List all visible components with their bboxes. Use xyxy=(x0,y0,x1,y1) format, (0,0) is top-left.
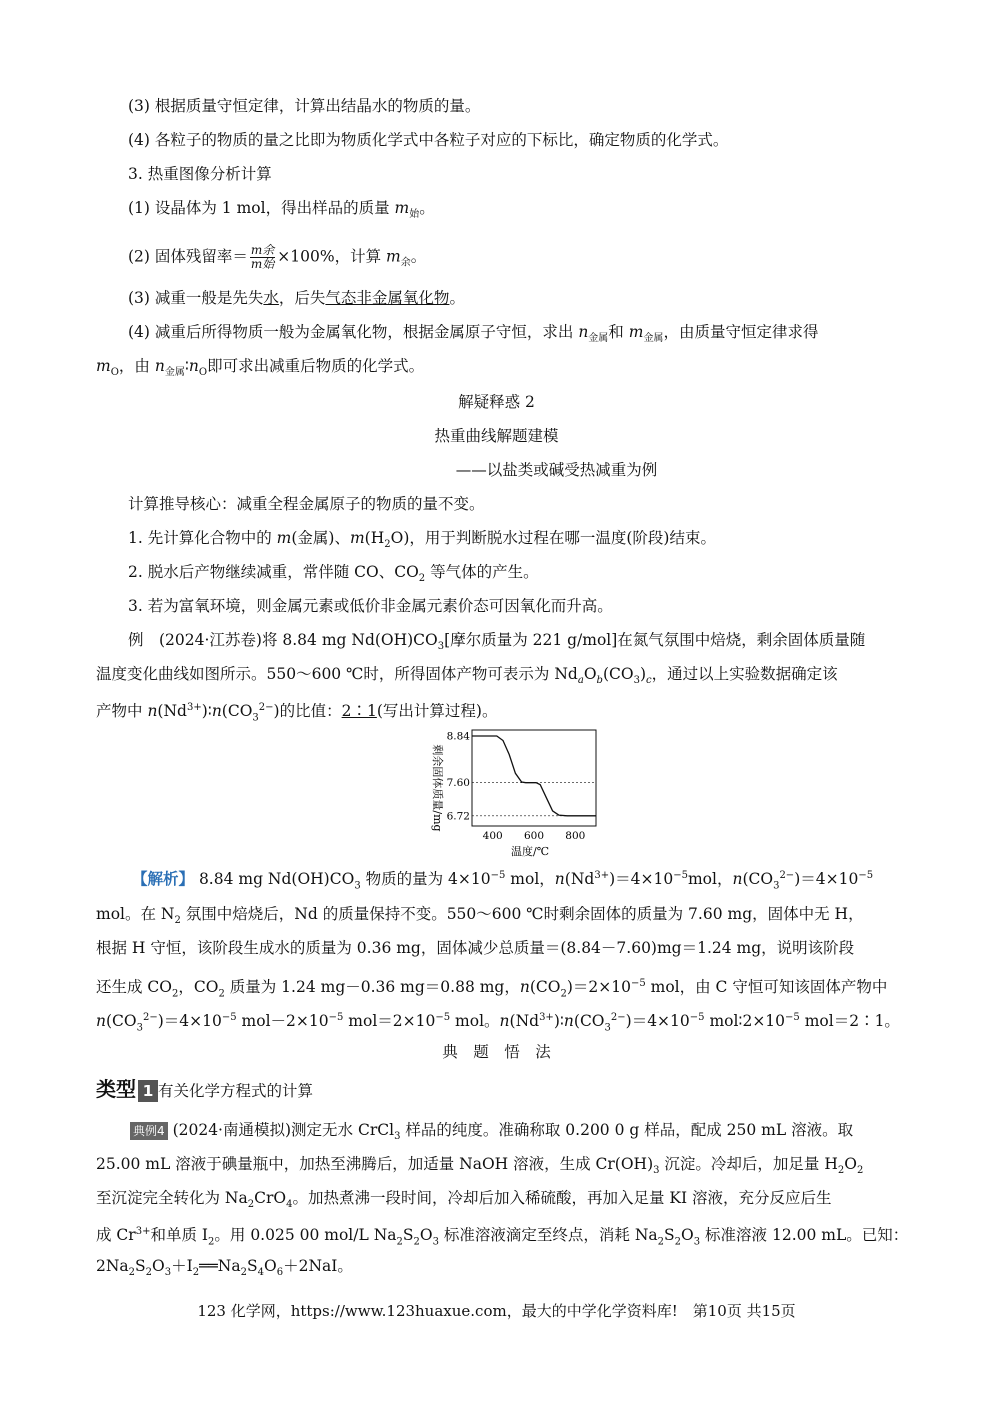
text-line: (1) 设晶体为 1 mol，得出样品的质量 $m_始$。 xyxy=(128,199,435,221)
text-line: 【解析】 8.84 mg $Nd(OH)CO_3$ 物质的量为 $4\times 10^{-5}$ mol，$n(Nd^{3+})=4\times 10^{-5}mol$，$n(CO_3^{2-})=4\times 10^{-5}$ xyxy=(132,870,874,892)
text-line: 25.00 mL 溶液于碘量瓶中，加热至沸腾后，加适量 NaOH 溶液，生成 $Cr(OH)_3$ 沉淀。冷却后，加足量 $H_2O_2$ xyxy=(96,1155,864,1177)
text-line: 计算推导核心：减重全程金属原子的物质的量不变。 xyxy=(128,495,485,513)
text-line: 典例4 (2024·南通模拟)测定无水 CrCl$_3$ 样品的纯度。准确称取 0.200 0 g 样品，配成 250 mL 溶液。取 xyxy=(130,1120,940,1147)
text-line: mol。在 $N_2$ 氛围中焙烧后，Nd 的质量保持不变。550～600 ℃时剩余固体的质量为 7.60 mg，固体中无 H， xyxy=(96,905,864,927)
text-line: (2) 固体残留率＝ $\frac{\text{m余}}{\text{m始}}$ ×100%，计算 $m_余$。 xyxy=(128,243,427,271)
x-tick-label: 600 xyxy=(523,830,545,842)
text-line: 1. 先计算化合物中的 m(金属)、$m(H_2O)$，用于判断脱水过程在哪一温度(阶段)结束。 xyxy=(128,529,716,551)
text-line: $m_O$，由 $n_{金属}∶n_O$即可求出减重后物质的化学式。 xyxy=(96,357,425,379)
text-line: 例 (2024·江苏卷)将 8.84 mg $Nd(OH)CO_3$[摩尔质量为 221 g/mol]在氮气氛围中焙烧，剩余固体质量随 xyxy=(128,631,866,653)
analysis-tag: 【解析】 xyxy=(132,870,195,889)
x-axis-label: 温度/℃ xyxy=(510,845,550,858)
text-line: (3) 根据质量守恒定律，计算出结晶水的物质的量。 xyxy=(128,97,481,115)
text-line: 3. 热重图像分析计算 xyxy=(128,165,272,183)
plot-frame xyxy=(472,730,596,826)
text-line: (3) 减重一般是先失水，后失气态非金属氧化物。 xyxy=(128,289,465,307)
y-tick-label: 6.72 xyxy=(446,810,470,823)
text-line: $2Na_2S_2O_3+I_2══Na_2S_4O_6+2NaI$。 xyxy=(96,1257,353,1279)
thermogravimetric-chart xyxy=(420,728,610,860)
y-axis-label: 剩余固体质量/mg xyxy=(431,744,444,832)
text-line: (4) 减重后所得物质一般为金属氧化物，根据金属原子守恒，求出 $n_{金属}$和 $m_{金属}$，由质量守恒定律求得 xyxy=(128,323,819,345)
mass-curve xyxy=(472,736,596,816)
section-heading: 典 题 悟 法 xyxy=(442,1043,551,1061)
section-title: 热重曲线解题建模 xyxy=(434,427,559,445)
text-line: 根据 H 守恒，该阶段生成水的质量为 0.36 mg，固体减少总质量＝(8.84－7.60)mg＝1.24 mg，说明该阶段 xyxy=(96,939,855,957)
section-heading: 解疑释惑 2 xyxy=(458,393,535,411)
section-subtitle: ——以盐类或碱受热减重为例 xyxy=(455,461,658,479)
x-tick-label: 400 xyxy=(482,830,503,842)
text-line: 至沉淀完全转化为 $Na_2CrO_4$。加热煮沸一段时间，冷却后加入稀硫酸，再加入足量 KI 溶液，充分反应后生 xyxy=(96,1189,832,1211)
x-tick-label: 800 xyxy=(565,830,586,842)
example-badge: 典例4 xyxy=(130,1122,168,1140)
text-line: 温度变化曲线如图所示。550～600 ℃时，所得固体产物可表示为 $Nd_aO_b(CO_3)_c$，通过以上实验数据确定该 xyxy=(96,665,838,687)
text-line: 还生成 $CO_2$，$CO_2$ 质量为 1.24 mg－0.36 mg＝0.88 mg，$n(CO_2)=2\times 10^{-5}$ mol，由 C 守恒可知该固体产物中 xyxy=(96,978,888,1000)
type-heading: 类型 1 有关化学方程式的计算 xyxy=(96,1077,314,1101)
y-tick-label: 8.84 xyxy=(446,730,470,743)
text-line: $n(CO_3^{2-})=4\times 10^{-5}$ $mol-2\times 10^{-5}$ $mol=2\times 10^{-5}$ mol。$n(Nd^{3+})∶n(CO_3^{2-})=4\times 10^{-5}$ $mol∶2\times 10^{-5}$ mol＝2∶1。 xyxy=(96,1012,900,1034)
fraction: $\frac{\text{m余}}{\text{m始}}$ xyxy=(250,243,275,271)
page-footer: 123 化学网，https://www.123huaxue.com，最大的中学化学资料库! 第10页 共15页 xyxy=(197,1302,796,1320)
text-line: 成 $Cr^{3+}$和单质 $I_2$。用 0.025 00 mol/L $Na_2S_2O_3$ 标准溶液滴定至终点，消耗 $Na_2S_2O_3$ 标准溶液 12.00 mL。已知： xyxy=(96,1226,909,1248)
text-line: 产物中 $n(Nd^{3+})∶n(CO_3^{2-})$的比值：2∶1(写出计算过程)。 xyxy=(96,702,498,724)
text-line: 3. 若为富氧环境，则金属元素或低价非金属元素价态可因氧化而升高。 xyxy=(128,597,613,615)
text-line: 2. 脱水后产物继续减重，常伴随 CO、$CO_2$ 等气体的产生。 xyxy=(128,563,539,585)
y-tick-label: 7.60 xyxy=(446,777,470,790)
text-line: (4) 各粒子的物质的量之比即为物质化学式中各粒子对应的下标比，确定物质的化学式。 xyxy=(128,131,729,149)
